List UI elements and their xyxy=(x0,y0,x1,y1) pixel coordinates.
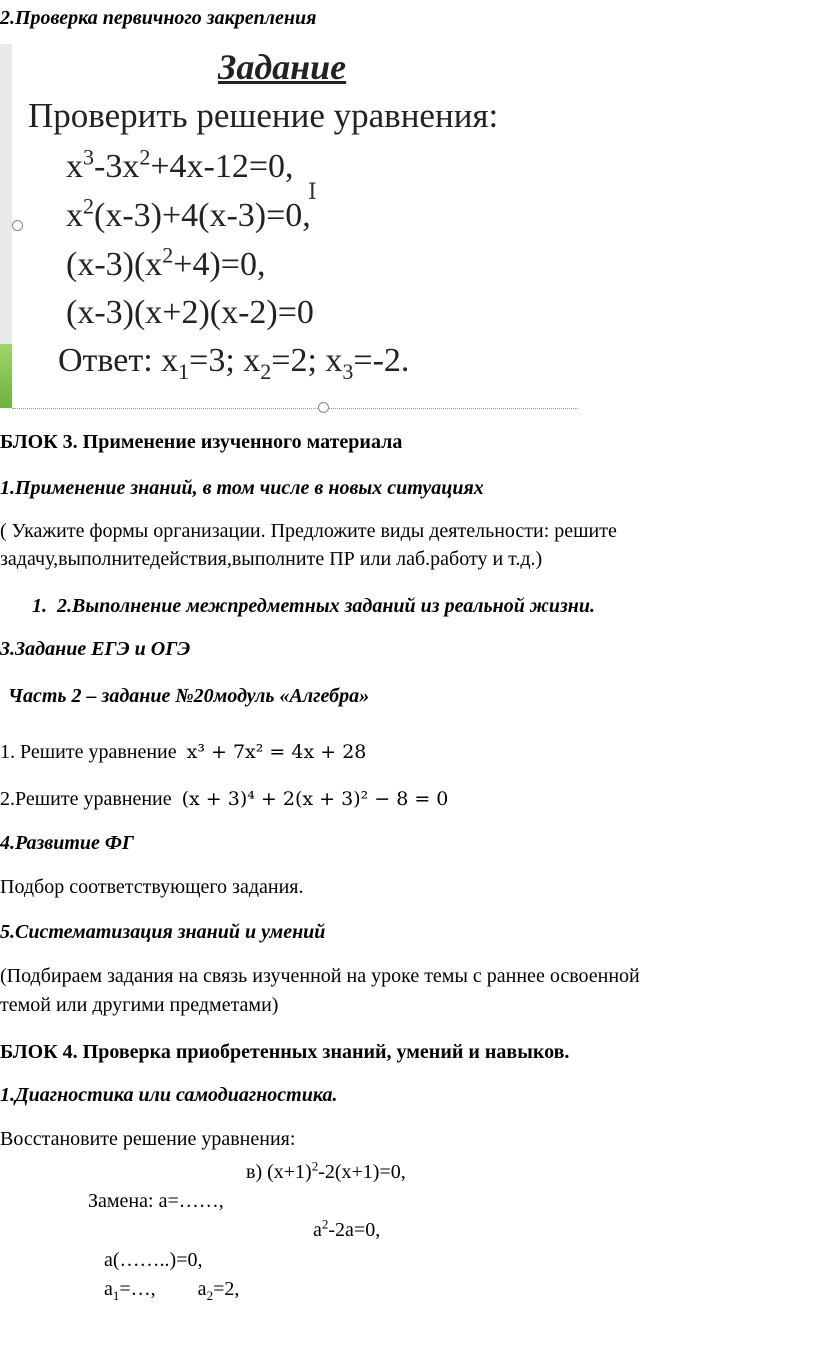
block4-equation-5: $а_1=\dots$, $а_2=2$, xyxy=(104,1278,240,1303)
slide-subtitle: Проверить решение уравнения: xyxy=(28,96,499,135)
block3-paragraph-4: (Подбираем задания на связь изученной на уроке темы с раннее освоенной xyxy=(0,965,640,987)
block3-title: БЛОК 3. Применение изученного материала xyxy=(0,431,403,453)
embedded-slide xyxy=(0,44,580,408)
slide-answer: Ответ: $x_1=3$; $x_2=2$; $x_3=-2$. xyxy=(58,342,410,384)
resize-handle-bottom[interactable] xyxy=(318,402,329,413)
slide-equation-4: (x-3)(x+2)(x-2)=0 xyxy=(66,294,314,331)
slide-equation-2: $x^2(x-3)+4(x-3)=0$, xyxy=(66,193,311,234)
block3-heading-1: 1.Применение знаний, в том числе в новых ситуациях xyxy=(0,477,484,499)
text-cursor-icon: I xyxy=(308,180,317,205)
block4-paragraph-1: Восстановите решение уравнения: xyxy=(0,1128,296,1150)
slide-equation-1: $x^3-3x^2+4x-12=0$, xyxy=(66,144,294,185)
task-1: 1. Решите уравнение x³ + 7x² = 4x + 28 xyxy=(0,741,367,763)
block4-equation-4: а(……..)=0, xyxy=(104,1249,203,1271)
block3-heading-3: 3.Задание ЕГЭ и ОГЭ xyxy=(0,638,191,660)
block3-heading-5: 4.Развитие ФГ xyxy=(0,832,134,854)
block3-heading-2: 1. 2.Выполнение межпредметных заданий из реальной жизни. xyxy=(32,595,596,617)
block3-paragraph-5: темой или другими предметами) xyxy=(0,994,279,1016)
block4-equation-1: в) $(x+1)^2-2(x+1)=0$, xyxy=(246,1158,406,1183)
block3-heading-4: Часть 2 – задание №20модуль «Алгебра» xyxy=(8,685,370,707)
block3-heading-6: 5.Систематизация знаний и умений xyxy=(0,921,326,943)
block4-equation-3: $а^2-2а=0$, xyxy=(313,1216,381,1241)
slide-title: Задание xyxy=(218,47,347,87)
slide-bottom-border xyxy=(12,408,578,409)
block3-paragraph-3: Подбор соответствующего задания. xyxy=(0,876,304,898)
section-heading-primary: 2.Проверка первичного закрепления xyxy=(0,7,317,29)
block3-paragraph-1: ( Укажите формы организации. Предложите виды деятельности: решите xyxy=(0,520,617,542)
slide-equation-3: $(x-3)(x^2+4)=0$, xyxy=(66,242,266,283)
block3-paragraph-2: задачу,выполнитедействия,выполните ПР или лаб.работу и т.д.) xyxy=(0,548,543,570)
slide-green-accent xyxy=(0,344,12,408)
task-2: 2.Решите уравнение (x + 3)⁴ + 2(x + 3)² − 8 = 0 xyxy=(0,788,449,810)
block4-heading-1: 1.Диагностика или самодиагностика. xyxy=(0,1084,338,1106)
block4-title: БЛОК 4. Проверка приобретенных знаний, умений и навыков. xyxy=(0,1041,570,1063)
resize-handle-left[interactable] xyxy=(12,220,23,231)
block4-equation-2: Замена: а=……, xyxy=(88,1190,224,1212)
